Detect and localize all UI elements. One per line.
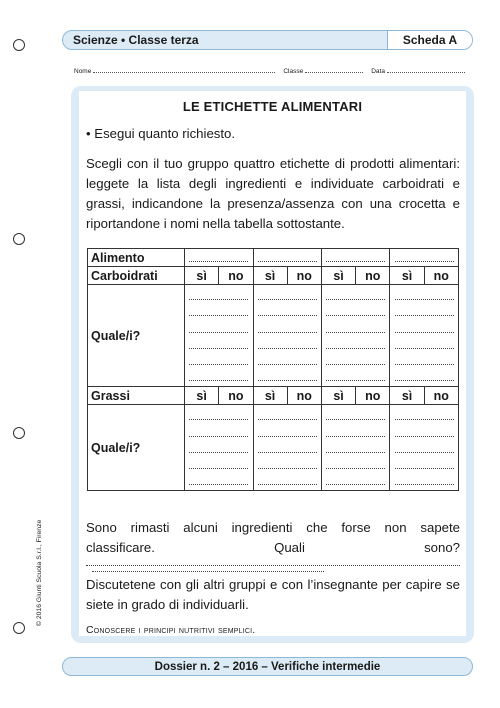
table-row-fats-which	[88, 405, 459, 491]
carbs-which-cell-1[interactable]	[185, 285, 253, 387]
binder-hole-upper	[13, 233, 25, 245]
fats-which-label: Quale/i?	[88, 405, 185, 491]
fats-yes-1[interactable]: sì	[185, 387, 219, 405]
fats-yes-4[interactable]: sì	[390, 387, 424, 405]
table-row-fats	[88, 387, 459, 405]
table-row-food	[88, 249, 459, 267]
name-class-date-row	[74, 67, 472, 75]
food-cell-3[interactable]	[321, 249, 389, 267]
sheet-label: Scheda A	[387, 31, 472, 49]
carbs-no-1[interactable]: no	[219, 267, 253, 285]
answer-line-2[interactable]	[86, 565, 460, 566]
fats-which-cell-4[interactable]	[390, 405, 459, 491]
fats-which-cell-2[interactable]	[253, 405, 321, 491]
instruction: • Esegui quanto richiesto.	[86, 126, 236, 141]
binder-hole-lower	[13, 427, 25, 439]
date-field[interactable]	[387, 67, 465, 73]
fats-no-2[interactable]: no	[287, 387, 321, 405]
answer-line-1[interactable]	[92, 560, 324, 572]
question-unclassified	[86, 518, 460, 578]
carbs-yes-1[interactable]: sì	[185, 267, 219, 285]
table-row-carbs-which	[88, 285, 459, 387]
copyright-notice: © 2016 Giunti Scuola S.r.l., Firenze	[36, 519, 43, 626]
subject-label: Scienze • Classe terza	[73, 33, 199, 47]
carbs-yes-3[interactable]: sì	[321, 267, 355, 285]
name-field[interactable]	[93, 67, 275, 73]
carbs-yes-4[interactable]: sì	[390, 267, 424, 285]
intro-paragraph: Scegli con il tuo gruppo quattro etichette di prodotti alimentari: leggete la lista degli ingredienti e individuate carboidrati e grassi, indicandone la presenza/assenza con una crocetta e riportandone i nomi nella tabella sottostante.	[86, 156, 460, 231]
carbs-no-2[interactable]: no	[287, 267, 321, 285]
carbs-yes-2[interactable]: sì	[253, 267, 287, 285]
fats-no-4[interactable]: no	[424, 387, 458, 405]
fats-yes-3[interactable]: sì	[321, 387, 355, 405]
carbs-which-cell-2[interactable]	[253, 285, 321, 387]
fats-no-1[interactable]: no	[219, 387, 253, 405]
food-label-table	[87, 248, 459, 491]
fats-row-label: Grassi	[88, 387, 185, 405]
binder-hole-bottom	[13, 622, 25, 634]
name-label: Nome	[74, 68, 92, 75]
carbs-which-cell-4[interactable]	[390, 285, 459, 387]
question-discuss: Discutetene con gli altri gruppi e con l’insegnante per capire se siete in grado di individuarli.	[86, 577, 460, 612]
carbs-row-label: Carboidrati	[88, 267, 185, 285]
fats-yes-2[interactable]: sì	[253, 387, 287, 405]
fats-which-cell-3[interactable]	[321, 405, 389, 491]
carbs-no-3[interactable]: no	[356, 267, 390, 285]
date-label: Data	[371, 68, 385, 75]
learning-objective: Conoscere i principi nutritivi semplici.	[86, 624, 256, 636]
class-label: Classe	[283, 68, 304, 75]
question-unclassified-text: Sono rimasti alcuni ingredienti che forse non sapete classificare. Quali sono?	[86, 520, 460, 555]
fats-no-3[interactable]: no	[356, 387, 390, 405]
carbs-which-label: Quale/i?	[88, 285, 185, 387]
table-row-carbs	[88, 267, 459, 285]
fats-which-cell-1[interactable]	[185, 405, 253, 491]
carbs-no-4[interactable]: no	[424, 267, 458, 285]
footer-bar	[62, 657, 473, 676]
carbs-which-cell-3[interactable]	[321, 285, 389, 387]
worksheet-content	[79, 91, 466, 636]
food-cell-2[interactable]	[253, 249, 321, 267]
page-title: LE ETICHETTE ALIMENTARI	[182, 99, 363, 114]
footer-label: Dossier n. 2 – 2016 – Verifiche intermedie	[154, 660, 381, 673]
binder-hole-top	[13, 39, 25, 51]
food-cell-4[interactable]	[390, 249, 459, 267]
food-row-label: Alimento	[88, 249, 185, 267]
food-cell-1[interactable]	[185, 249, 253, 267]
class-field[interactable]	[305, 67, 363, 73]
header-bar	[62, 30, 473, 50]
